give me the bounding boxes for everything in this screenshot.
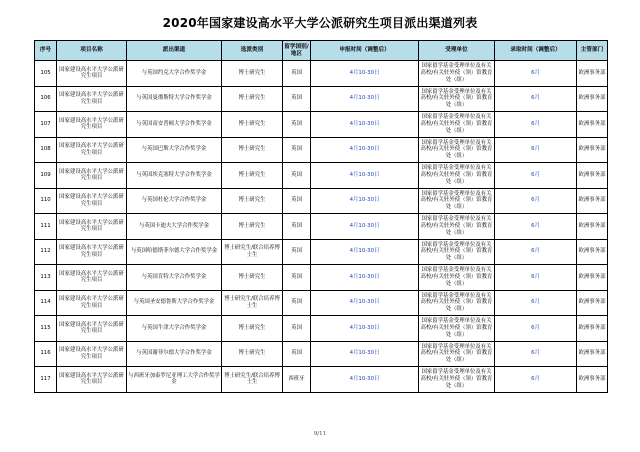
- project-name-cell: 国家建设高水平大学公派研究生项目: [57, 265, 127, 291]
- channel-cell: 与英国南安普顿大学合作奖学金: [127, 112, 222, 138]
- channel-cell: 与英国肯特大学合作奖学金: [127, 265, 222, 291]
- channel-cell: 与英国约克大学合作奖学金: [127, 61, 222, 87]
- department-cell: 欧洲事务部: [577, 316, 608, 342]
- table-row: [35, 112, 608, 138]
- apply-time-cell: 4月10-30日: [311, 86, 419, 112]
- table-row: [35, 239, 608, 265]
- apply-time-cell: 4月10-30日: [311, 265, 419, 291]
- department-cell: 欧洲事务部: [577, 188, 608, 214]
- apply-time-cell: 4月10-30日: [311, 290, 419, 316]
- row-number-cell: 108: [35, 137, 57, 163]
- category-cell: 博士研究生/联合培养博士生: [222, 290, 283, 316]
- apply-time-cell: 4月10-30日: [311, 367, 419, 393]
- accepting-unit-cell: 国家留学基金受理单位及有关高校/有关驻外使（领）馆教育处（组）: [419, 341, 495, 367]
- channel-table: [34, 40, 608, 393]
- apply-time-cell: 4月10-30日: [311, 61, 419, 87]
- row-number-cell: 106: [35, 86, 57, 112]
- row-number-cell: 110: [35, 188, 57, 214]
- project-name-cell: 国家建设高水平大学公派研究生项目: [57, 316, 127, 342]
- category-cell: 博士研究生: [222, 214, 283, 240]
- apply-time-cell: 4月10-30日: [311, 239, 419, 265]
- row-number-cell: 107: [35, 112, 57, 138]
- country-cell: 英国: [283, 214, 311, 240]
- category-cell: 博士研究生: [222, 163, 283, 189]
- project-name-cell: 国家建设高水平大学公派研究生项目: [57, 137, 127, 163]
- category-cell: 博士研究生: [222, 61, 283, 87]
- row-number-cell: 114: [35, 290, 57, 316]
- department-cell: 欧洲事务部: [577, 61, 608, 87]
- table-body: [35, 61, 608, 393]
- department-cell: 欧洲事务部: [577, 341, 608, 367]
- category-cell: 博士研究生/联合培养博士生: [222, 239, 283, 265]
- table-row: [35, 341, 608, 367]
- admit-time-cell: 6月: [495, 290, 577, 316]
- category-cell: 博士研究生: [222, 188, 283, 214]
- channel-cell: 与英国谢菲尔德大学合作奖学金: [127, 341, 222, 367]
- accepting-unit-cell: 国家留学基金受理单位及有关高校/有关驻外使（领）馆教育处（组）: [419, 188, 495, 214]
- admit-time-cell: 6月: [495, 214, 577, 240]
- table-header-row: [35, 41, 608, 61]
- country-cell: 西班牙: [283, 367, 311, 393]
- header-cell: 录取时间（调整后）: [495, 41, 577, 61]
- admit-time-cell: 6月: [495, 265, 577, 291]
- project-name-cell: 国家建设高水平大学公派研究生项目: [57, 112, 127, 138]
- header-cell: 选派类别: [222, 41, 283, 61]
- row-number-cell: 115: [35, 316, 57, 342]
- row-number-cell: 113: [35, 265, 57, 291]
- row-number-cell: 117: [35, 367, 57, 393]
- project-name-cell: 国家建设高水平大学公派研究生项目: [57, 188, 127, 214]
- admit-time-cell: 6月: [495, 61, 577, 87]
- country-cell: 英国: [283, 316, 311, 342]
- country-cell: 英国: [283, 163, 311, 189]
- country-cell: 英国: [283, 341, 311, 367]
- document-title: 2020年国家建设高水平大学公派研究生项目派出渠道列表: [162, 16, 478, 30]
- project-name-cell: 国家建设高水平大学公派研究生项目: [57, 86, 127, 112]
- channel-cell: 与英国哈德斯菲尔德大学合作奖学金: [127, 239, 222, 265]
- admit-time-cell: 6月: [495, 86, 577, 112]
- project-name-cell: 国家建设高水平大学公派研究生项目: [57, 239, 127, 265]
- table-row: [35, 137, 608, 163]
- apply-time-cell: 4月10-30日: [311, 188, 419, 214]
- category-cell: 博士研究生: [222, 112, 283, 138]
- table-row: [35, 86, 608, 112]
- header-cell: 申报时间（调整后）: [311, 41, 419, 61]
- project-name-cell: 国家建设高水平大学公派研究生项目: [57, 214, 127, 240]
- admit-time-cell: 6月: [495, 341, 577, 367]
- department-cell: 欧洲事务部: [577, 239, 608, 265]
- accepting-unit-cell: 国家留学基金受理单位及有关高校/有关驻外使（领）馆教育处（组）: [419, 239, 495, 265]
- page-number: 9/11: [313, 431, 327, 437]
- channel-cell: 与英国埃克塞特大学合作奖学金: [127, 163, 222, 189]
- accepting-unit-cell: 国家留学基金受理单位及有关高校/有关驻外使（领）馆教育处（组）: [419, 214, 495, 240]
- admit-time-cell: 6月: [495, 188, 577, 214]
- header-cell: 序号: [35, 41, 57, 61]
- department-cell: 欧洲事务部: [577, 112, 608, 138]
- accepting-unit-cell: 国家留学基金受理单位及有关高校/有关驻外使（领）馆教育处（组）: [419, 61, 495, 87]
- department-cell: 欧洲事务部: [577, 265, 608, 291]
- table-row: [35, 290, 608, 316]
- table-row: [35, 163, 608, 189]
- header-cell: 受理单位: [419, 41, 495, 61]
- table-row: [35, 188, 608, 214]
- accepting-unit-cell: 国家留学基金受理单位及有关高校/有关驻外使（领）馆教育处（组）: [419, 367, 495, 393]
- department-cell: 欧洲事务部: [577, 367, 608, 393]
- country-cell: 英国: [283, 61, 311, 87]
- department-cell: 欧洲事务部: [577, 137, 608, 163]
- department-cell: 欧洲事务部: [577, 214, 608, 240]
- table-row: [35, 61, 608, 87]
- table-row: [35, 265, 608, 291]
- admit-time-cell: 6月: [495, 239, 577, 265]
- table-row: [35, 367, 608, 393]
- row-number-cell: 105: [35, 61, 57, 87]
- channel-cell: 与英国牛津大学合作奖学金: [127, 316, 222, 342]
- table-row: [35, 214, 608, 240]
- row-number-cell: 116: [35, 341, 57, 367]
- project-name-cell: 国家建设高水平大学公派研究生项目: [57, 61, 127, 87]
- channel-cell: 与英国卡迪夫大学合作奖学金: [127, 214, 222, 240]
- project-name-cell: 国家建设高水平大学公派研究生项目: [57, 341, 127, 367]
- row-number-cell: 112: [35, 239, 57, 265]
- category-cell: 博士研究生: [222, 316, 283, 342]
- channel-cell: 与英国杜伦大学合作奖学金: [127, 188, 222, 214]
- channel-cell: 与英国曼彻斯特大学合作奖学金: [127, 86, 222, 112]
- category-cell: 博士研究生: [222, 137, 283, 163]
- accepting-unit-cell: 国家留学基金受理单位及有关高校/有关驻外使（领）馆教育处（组）: [419, 112, 495, 138]
- country-cell: 英国: [283, 239, 311, 265]
- accepting-unit-cell: 国家留学基金受理单位及有关高校/有关驻外使（领）馆教育处（组）: [419, 265, 495, 291]
- accepting-unit-cell: 国家留学基金受理单位及有关高校/有关驻外使（领）馆教育处（组）: [419, 316, 495, 342]
- project-name-cell: 国家建设高水平大学公派研究生项目: [57, 367, 127, 393]
- header-cell: 留学国别/地区: [283, 41, 311, 61]
- country-cell: 英国: [283, 112, 311, 138]
- admit-time-cell: 6月: [495, 163, 577, 189]
- header-cell: 项目名称: [57, 41, 127, 61]
- channel-cell: 与西班牙加泰罗尼亚理工大学合作奖学金: [127, 367, 222, 393]
- country-cell: 英国: [283, 86, 311, 112]
- department-cell: 欧洲事务部: [577, 290, 608, 316]
- accepting-unit-cell: 国家留学基金受理单位及有关高校/有关驻外使（领）馆教育处（组）: [419, 137, 495, 163]
- project-name-cell: 国家建设高水平大学公派研究生项目: [57, 163, 127, 189]
- country-cell: 英国: [283, 137, 311, 163]
- admit-time-cell: 6月: [495, 137, 577, 163]
- apply-time-cell: 4月10-30日: [311, 341, 419, 367]
- accepting-unit-cell: 国家留学基金受理单位及有关高校/有关驻外使（领）馆教育处（组）: [419, 290, 495, 316]
- header-cell: 派出渠道: [127, 41, 222, 61]
- department-cell: 欧洲事务部: [577, 163, 608, 189]
- row-number-cell: 111: [35, 214, 57, 240]
- row-number-cell: 109: [35, 163, 57, 189]
- category-cell: 博士研究生/联合培养博士生: [222, 367, 283, 393]
- apply-time-cell: 4月10-30日: [311, 163, 419, 189]
- accepting-unit-cell: 国家留学基金受理单位及有关高校/有关驻外使（领）馆教育处（组）: [419, 86, 495, 112]
- admit-time-cell: 6月: [495, 316, 577, 342]
- apply-time-cell: 4月10-30日: [311, 112, 419, 138]
- category-cell: 博士研究生: [222, 265, 283, 291]
- table-row: [35, 316, 608, 342]
- country-cell: 英国: [283, 188, 311, 214]
- project-name-cell: 国家建设高水平大学公派研究生项目: [57, 290, 127, 316]
- accepting-unit-cell: 国家留学基金受理单位及有关高校/有关驻外使（领）馆教育处（组）: [419, 163, 495, 189]
- apply-time-cell: 4月10-30日: [311, 137, 419, 163]
- country-cell: 英国: [283, 290, 311, 316]
- category-cell: 博士研究生: [222, 341, 283, 367]
- channel-cell: 与英国圣安德鲁斯大学合作奖学金: [127, 290, 222, 316]
- category-cell: 博士研究生: [222, 86, 283, 112]
- country-cell: 英国: [283, 265, 311, 291]
- apply-time-cell: 4月10-30日: [311, 214, 419, 240]
- admit-time-cell: 6月: [495, 367, 577, 393]
- department-cell: 欧洲事务部: [577, 86, 608, 112]
- admit-time-cell: 6月: [495, 112, 577, 138]
- apply-time-cell: 4月10-30日: [311, 316, 419, 342]
- header-cell: 主管部门: [577, 41, 608, 61]
- channel-cell: 与英国巴斯大学合作奖学金: [127, 137, 222, 163]
